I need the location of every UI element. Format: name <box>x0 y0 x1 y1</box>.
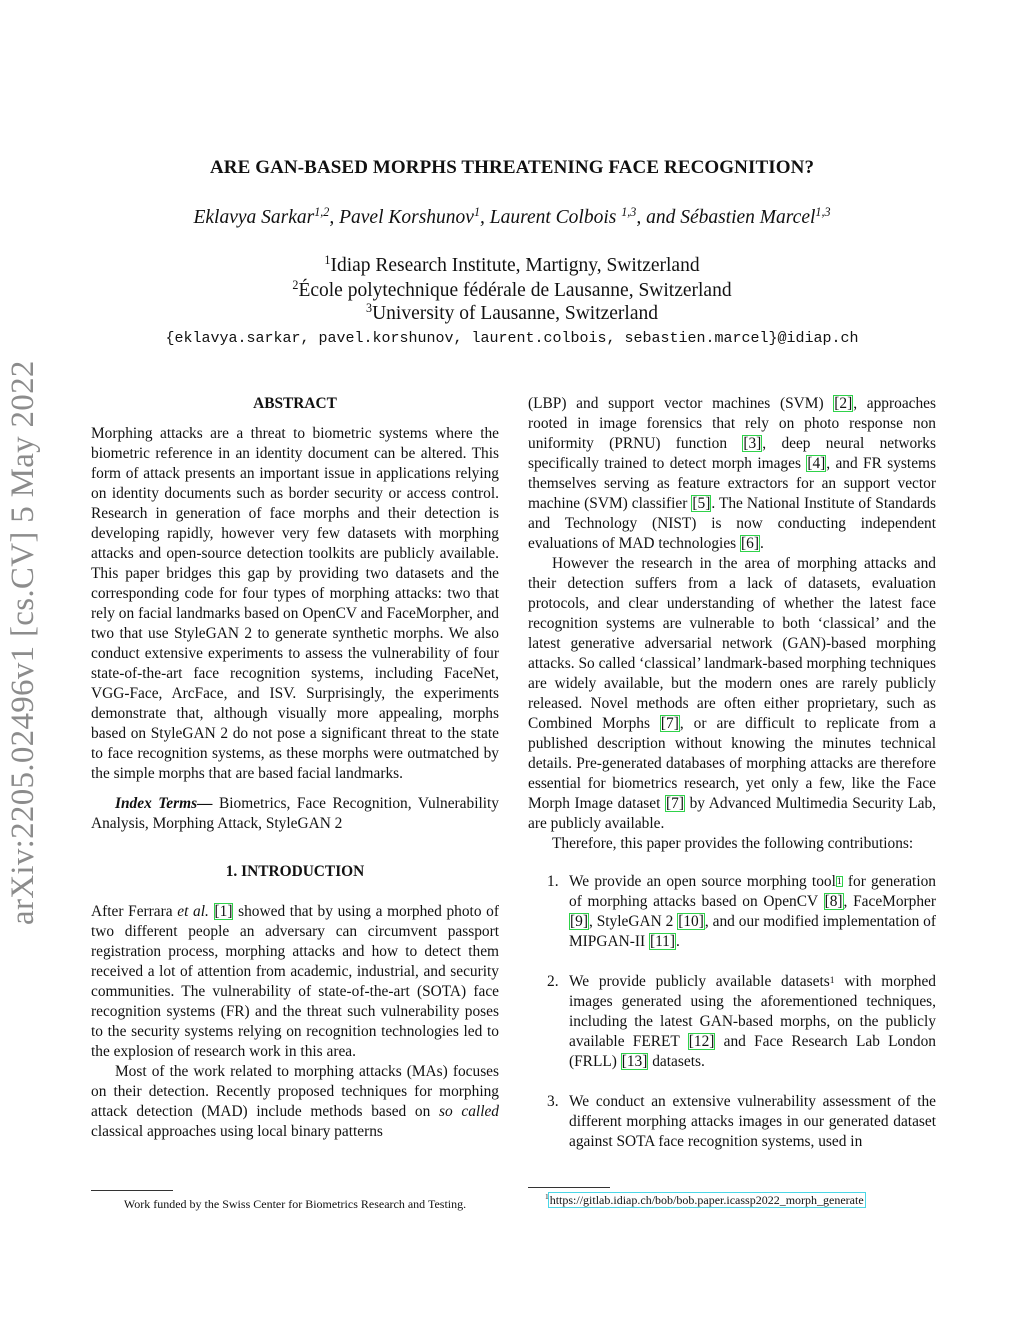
list-item <box>528 972 936 1072</box>
author-name: , Pavel Korshunov <box>329 207 474 228</box>
arxiv-stamp: arXiv:2205.02496v1 [cs.CV] 5 May 2022 <box>5 360 41 925</box>
text-run: We conduct an extensive vulnerability assessment of the different morphing attacks images in our generated dataset against SOTA face recognition systems, used in <box>569 1093 936 1150</box>
text-run: by Advanced Multimedia Security Lab, are publicly available. <box>528 795 936 832</box>
body-paragraph: Therefore, this paper provides the following contributions: <box>552 835 914 852</box>
affiliation-superscript: 3 <box>366 301 373 316</box>
text-run: After Ferrara <box>91 903 178 920</box>
footnote-marker: 1 <box>545 1191 549 1201</box>
citation-link[interactable]: [4] <box>807 455 826 472</box>
affiliation-text: Idiap Research Institute, Martigny, Switzerland <box>330 255 700 276</box>
text-run: However the research in the area of morphing attacks and their detection suffers from a lack of datasets, evaluation protocols, and clear understanding of whether the latest face recognition systems are vulnerable to both ‘classical’ and the latest generative adversarial network (GAN)-based morphing attacks. So called ‘classical’ landmark-based morphing techniques are widely available, but the modern ones are rarely publicly released. Novel methods are often either proprietary, such as Combined Morphs <box>528 555 936 732</box>
affiliation-superscript: 1 <box>324 253 331 268</box>
list-number: 3. <box>547 1093 559 1110</box>
intro-paragraph <box>91 902 499 1062</box>
introduction-heading: 1. INTRODUCTION <box>225 863 365 880</box>
author-name: , Laurent Colbois <box>480 207 622 228</box>
text-run: We provide an open source morphing tool <box>569 873 836 890</box>
text-run: classical approaches using local binary patterns <box>91 1123 383 1140</box>
text-run: et al. <box>177 903 209 920</box>
citation-link[interactable]: [9] <box>570 913 588 930</box>
index-terms-text: Biometrics, Face Recognition, Vulnerability Analysis, Morphing Attack, StyleGAN 2 <box>91 795 499 832</box>
affiliation <box>0 280 1024 302</box>
text-run: . The National Institute of Standards and Technology (NIST) is now conducting independent evaluations of MAD technologies <box>528 495 936 552</box>
citation-link[interactable]: [10] <box>678 913 704 930</box>
left-column <box>91 394 499 1142</box>
text-run: Most of the work related to morphing attacks (MAs) focuses on their detection. Recently proposed techniques for morphing attack detection (MAD) include methods based on <box>91 1063 499 1120</box>
footnote-marker: 1 <box>829 974 835 986</box>
list-number: 2. <box>547 973 559 990</box>
footnote-url <box>545 1193 865 1208</box>
text-run: and Face Research Lab London (FRLL) <box>569 1033 936 1070</box>
list-number: 1. <box>547 873 559 890</box>
author-superscript: 1,2 <box>314 205 330 220</box>
affiliation-text: University of Lausanne, Switzerland <box>372 303 658 324</box>
citation-link[interactable]: [3] <box>743 435 762 452</box>
citation-link[interactable]: [5] <box>692 495 711 512</box>
footnote-link[interactable]: 1 <box>836 876 842 887</box>
author-name: Eklavya Sarkar <box>193 207 315 228</box>
text-run: , or are difficult to replicate from a published description without knowing the minutes technical details. Pre-generated databases of morphing attacks are therefore essential for biometrics research, yet only a few, like the Face Morph Image dataset <box>528 715 936 812</box>
text-run: , FaceMorpher <box>843 893 936 910</box>
paper-title: ARE GAN-BASED MORPHS THREATENING FACE RECOGNITION? <box>209 157 815 178</box>
author-superscript: 1,3 <box>815 205 831 220</box>
affiliation <box>0 255 1024 277</box>
text-run: with morphed images generated using the aforementioned techniques, including the latest GAN-based morphs, on the publicly available FERET <box>569 973 936 1050</box>
author-emails: {eklavya.sarkar, pavel.korshunov, laurent.colbois, sebastien.marcel}@idiap.ch <box>165 330 859 347</box>
author-name: , and Sébastien Marcel <box>636 207 816 228</box>
text-run: We provide publicly available datasets <box>569 973 830 990</box>
text-run: showed that by using a morphed photo of two different people an adversary can circumvent passport registration process, morphing attacks and how to detect them received a lot of attention from academic, industrial, and security communities. The vulnerability of state-of-the-art (SOTA) face recognition systems (FR) and the threat such vulnerability poses to the security systems relying on recognition technologies led to the explosion of research work in this area. <box>91 903 499 1060</box>
text-run: , and our modified implementation of MIPGAN-II <box>569 913 936 950</box>
author-list <box>0 207 1024 229</box>
text-run: so called <box>439 1103 499 1120</box>
author-superscript: 1 <box>473 205 480 220</box>
text-run: for generation of morphing attacks based on OpenCV <box>569 873 936 910</box>
footnote-rule <box>91 1190 173 1191</box>
citation-link[interactable]: [1] <box>214 903 233 920</box>
citation-link[interactable]: [8] <box>824 893 843 910</box>
citation-link[interactable]: [12] <box>688 1033 715 1050</box>
author-superscript: 1,3 <box>621 205 637 220</box>
affiliation-text: École polytechnique fédérale de Lausanne, Switzerland <box>298 280 732 301</box>
right-column <box>528 394 936 1172</box>
footnote-url-link[interactable]: https://gitlab.idiap.ch/bob/bob.paper.icassp2022_morph_generate <box>549 1193 864 1207</box>
list-item <box>528 1092 936 1152</box>
text-run: , StyleGAN 2 <box>588 913 678 930</box>
text-run: datasets. <box>648 1053 705 1070</box>
body-paragraph <box>528 554 936 834</box>
citation-link[interactable]: [7] <box>666 795 684 812</box>
text-run <box>209 903 214 920</box>
body-paragraph <box>528 394 936 554</box>
affiliation-superscript: 2 <box>292 278 299 293</box>
citation-link[interactable]: [11] <box>649 933 676 950</box>
citation-link[interactable]: [6] <box>741 535 759 552</box>
text-run: , deep neural networks specifically trained to detect morph images <box>528 435 936 472</box>
abstract-text: Morphing attacks are a threat to biometric systems where the biometric reference in an identity document can be altered. This form of attack presents an important issue in applications relying on identity documents such as border security or access control. Research in generation of face morphs and their detection is developing rapidly, however very few datasets with morphing attacks and open-source detection toolkits are publicly available. This paper bridges this gap by providing two datasets and the corresponding code for four types of morphing attacks: two that rely on facial landmarks based on OpenCV and FaceMorpher, and two that use StyleGAN 2 to generate synthetic morphs. We also conduct extensive experiments to assess the vulnerability of four state-of-the-art face recognition systems, including FaceNet, VGG-Face, ArcFace, and ISV. Surprisingly, the experiments demonstrate that, although visually more appealing, morphs based on StyleGAN 2 do not pose a significant threat to the state to face recognition systems, as these morphs were outmatched by the simple morphs that are based facial landmarks. <box>91 425 499 782</box>
index-terms-label: Index Terms— <box>115 795 213 812</box>
affiliation <box>0 303 1024 325</box>
index-terms <box>91 794 499 834</box>
text-run: , and FR systems themselves serving as feature extractors for an support vector machine (SVM) classifier <box>528 455 936 512</box>
text-run: . <box>759 535 764 552</box>
list-item <box>528 872 936 952</box>
footnote-funding: Work funded by the Swiss Center for Biometrics Research and Testing. <box>123 1197 467 1211</box>
citation-link[interactable]: [13] <box>621 1053 648 1070</box>
text-run: , approaches rooted in image forensics that rely on photo response non uniformity (PRNU) function <box>528 395 937 452</box>
abstract-heading: ABSTRACT <box>253 395 337 412</box>
citation-link[interactable]: [2] <box>834 395 853 412</box>
citation-link[interactable]: [7] <box>660 715 679 732</box>
contributions-list <box>528 872 936 1152</box>
footnote-rule <box>528 1187 610 1188</box>
text-run: . <box>676 933 680 950</box>
intro-paragraph <box>91 1062 499 1142</box>
text-run: (LBP) and support vector machines (SVM) <box>528 395 834 412</box>
